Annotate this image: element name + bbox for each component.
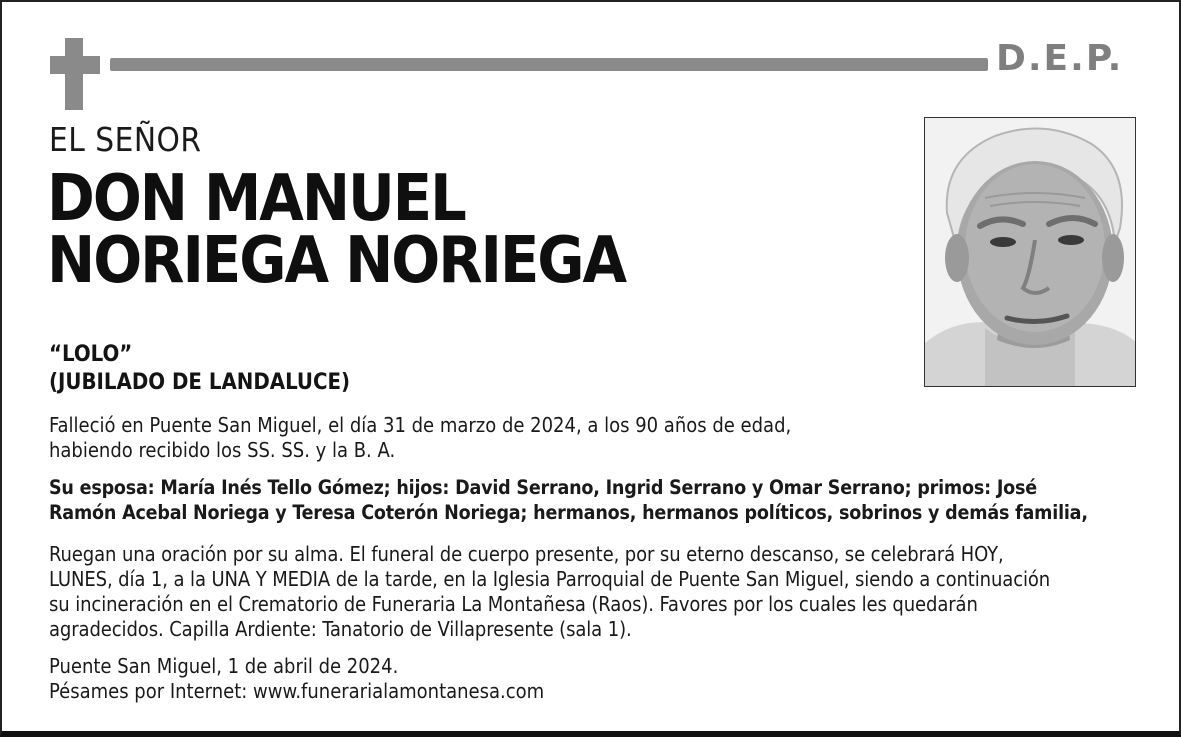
funeral-line-3: su incineración en el Crematorio de Funeraria La Montañesa (Raos). Favores por los cuales les quedarán [49, 592, 978, 616]
family-list [49, 475, 1159, 525]
death-line-1: Falleció en Puente San Miguel, el día 31 de marzo de 2024, a los 90 años de edad, [49, 413, 792, 437]
family-line-1: Su esposa: María Inés Tello Gómez; hijos: David Serrano, Ingrid Serrano y Omar Serrano; primos: José [49, 476, 1037, 499]
place-date: Puente San Miguel, 1 de abril de 2024. [49, 654, 399, 678]
name-line-1: DON MANUEL [47, 162, 465, 236]
deceased-name [47, 162, 626, 298]
funeral-line-1: Ruegan una oración por su alma. El funeral de cuerpo presente, por su eterno descanso, se celebrará HOY, [49, 542, 1004, 566]
death-line-2: habiendo recibido los SS. SS. y la B. A. [49, 438, 396, 462]
family-line-2: Ramón Acebal Noriega y Teresa Coterón Noriega; hermanos, hermanos políticos, sobrinos y demás familia, [49, 501, 1088, 524]
funeral-details [49, 542, 1159, 642]
portrait-photo [924, 117, 1136, 387]
dep-badge: D.E.P. [996, 38, 1124, 79]
death-details [49, 413, 909, 463]
nickname: “LOLO” [49, 342, 133, 367]
funeral-line-2: LUNES, día 1, a la UNA Y MEDIA de la tarde, en la Iglesia Parroquial de Puente San Miguel, siendo a continuación [49, 567, 1051, 591]
funeral-line-4: agradecidos. Capilla Ardiente: Tanatorio de Villapresente (sala 1). [49, 617, 632, 641]
condolences-link[interactable]: Pésames por Internet: www.funerarialamontanesa.com [49, 679, 545, 703]
occupation: (JUBILADO DE LANDALUCE) [49, 370, 351, 395]
closing-block [49, 654, 949, 704]
portrait-illustration [925, 118, 1136, 387]
name-line-2: NORIEGA NORIEGA [47, 224, 626, 298]
honorific-label: EL SEÑOR [49, 120, 202, 159]
header-rule [110, 58, 988, 71]
alias-block [49, 341, 350, 397]
